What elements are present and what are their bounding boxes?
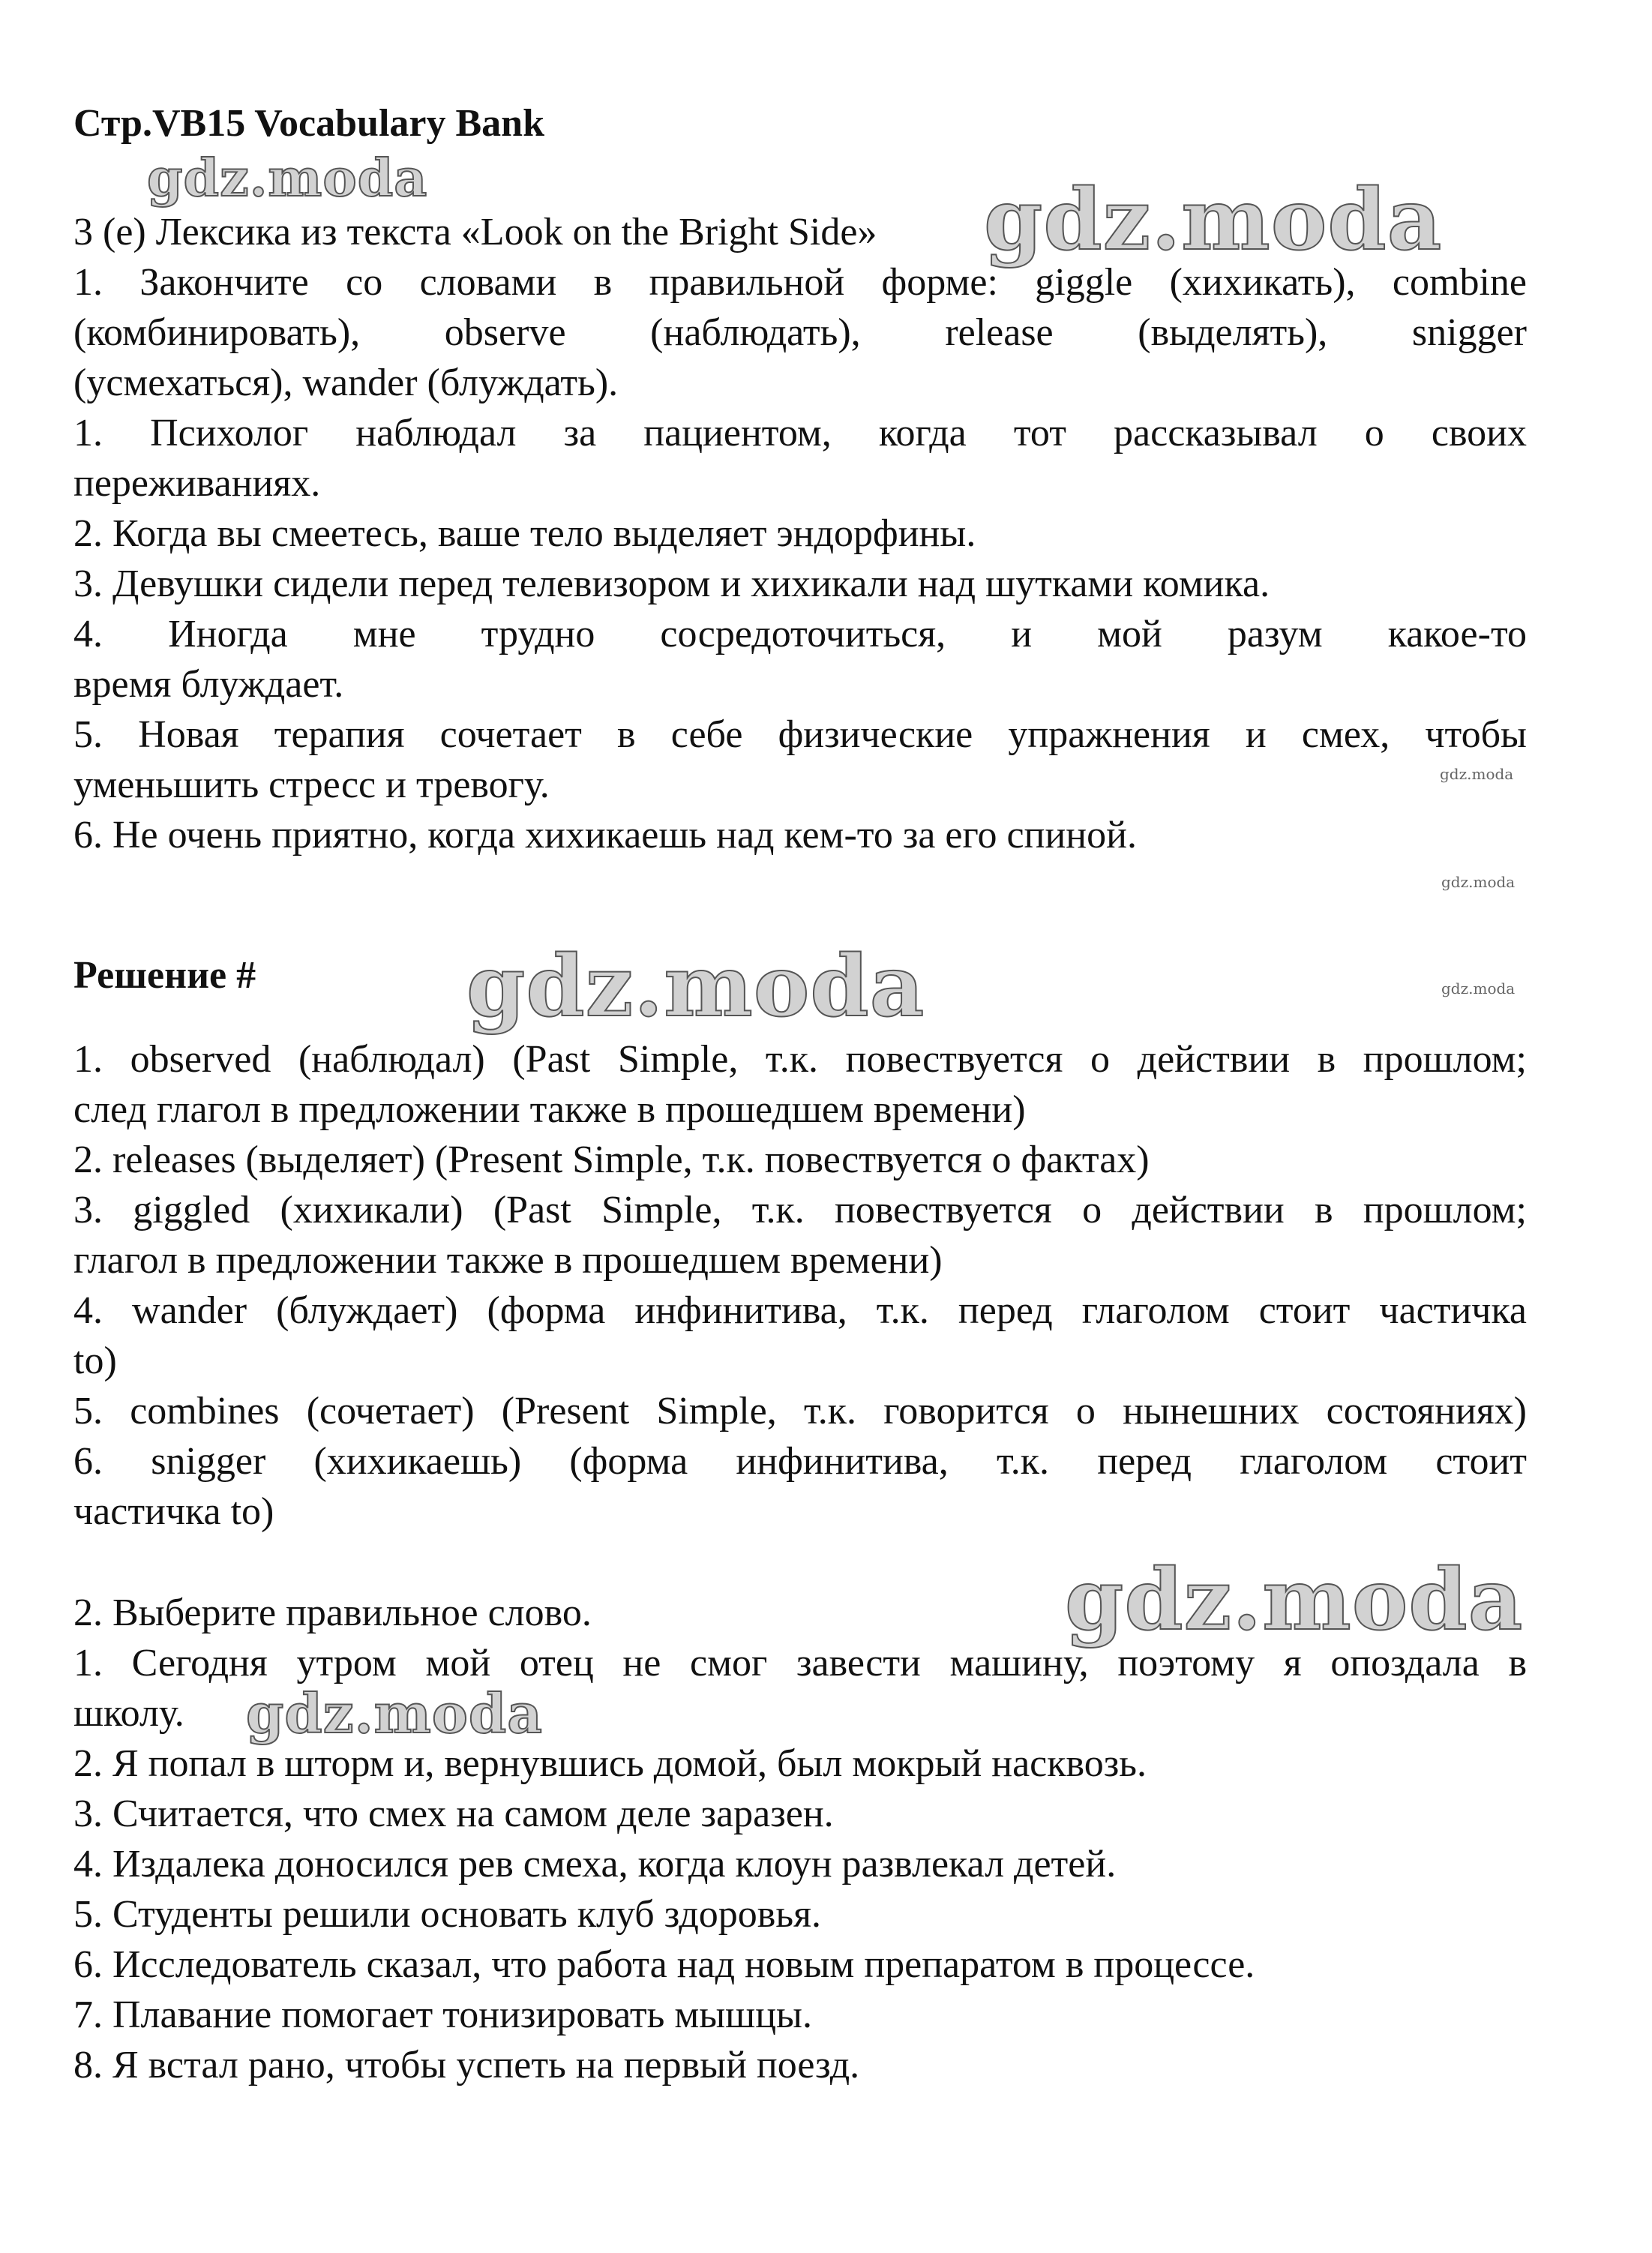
task1-sentence: 3. Девушки сидели перед телевизором и хихикали над шутками комика. (73, 562, 1270, 605)
task2-sentence: 5. Студенты решили основать клуб здоровья. (73, 1893, 821, 1936)
task2-sentence: 7. Плавание помогает тонизировать мышцы. (73, 1994, 812, 2036)
answer-line: 1. observed (наблюдал) (Past Simple, т.к. повествуется о действии в прошлом; (73, 1038, 1527, 1081)
task1-instruction-line: (комбинировать), observe (наблюдать), release (выделять), snigger (73, 311, 1527, 354)
answer-line: 4. wander (блуждает) (форма инфинитива, т.к. перед глаголом стоит частичка (73, 1289, 1527, 1332)
task1-sentence: 6. Не очень приятно, когда хихикаешь над кем-то за его спиной. (73, 814, 1137, 856)
answer-line: 5. combines (сочетает) (Present Simple, т.к. говорится о нынешних состояниях) (73, 1390, 1527, 1432)
watermark-small: gdz.moda (1441, 873, 1516, 891)
answer-line: 6. snigger (хихикаешь) (форма инфинитива, т.к. перед глаголом стоит (73, 1440, 1527, 1483)
answer-line: 3. giggled (хихикали) (Past Simple, т.к. повествуется о действии в прошлом; (73, 1189, 1527, 1232)
answer-line-cont: след глагол в предложении также в прошедшем времени) (73, 1088, 1026, 1131)
watermark-logo: gdz.moda (147, 148, 428, 208)
task1-sentence: 4. Иногда мне трудно сосредоточиться, и мой разум какое-то (73, 613, 1527, 656)
task2-sentence: 1. Сегодня утром мой отец не смог завести машину, поэтому я опоздала в (73, 1642, 1527, 1684)
watermark-logo: gdz.moda (466, 938, 925, 1036)
task2-sentence: 8. Я встал рано, чтобы успеть на первый поезд. (73, 2044, 860, 2086)
task1-sentence: 5. Новая терапия сочетает в себе физические упражнения и смех, чтобы (73, 713, 1527, 756)
watermark-logo: gdz.moda (246, 1682, 543, 1745)
answer-line-cont: to) (73, 1340, 117, 1382)
watermark-logo: gdz.moda (984, 171, 1443, 269)
task2-instruction: 2. Выберите правильное слово. (73, 1592, 592, 1634)
task2-sentence: 4. Издалека доносился рев смеха, когда клоун развлекал детей. (73, 1843, 1117, 1886)
page-title: Стр.VB15 Vocabulary Bank (73, 102, 545, 145)
task1-sentence-cont: уменьшить стресс и тревогу. (73, 764, 550, 806)
task2-sentence: 6. Исследователь сказал, что работа над новым препаратом в процессе. (73, 1943, 1255, 1986)
task2-sentence-cont: школу. (73, 1692, 184, 1735)
task1-sentence-cont: переживаниях. (73, 462, 321, 505)
watermark-small: gdz.moda (1440, 765, 1514, 783)
answer-line: 2. releases (выделяет) (Present Simple, т.к. повествуется о фактах) (73, 1138, 1150, 1181)
task2-sentence: 3. Считается, что смех на самом деле заразен. (73, 1792, 834, 1835)
answer-line-cont: глагол в предложении также в прошедшем времени) (73, 1239, 943, 1282)
task1-sentence-cont: время блуждает. (73, 663, 344, 706)
task1-sentence: 1. Психолог наблюдал за пациентом, когда тот рассказывал о своих (73, 412, 1527, 454)
task1-instruction-line: (усмехаться), wander (блуждать). (73, 362, 619, 404)
task2-sentence: 2. Я попал в шторм и, вернувшись домой, был мокрый насквозь. (73, 1742, 1147, 1785)
task1-sentence: 2. Когда вы смеетесь, ваше тело выделяет эндорфины. (73, 512, 976, 555)
solution-heading: Решение # (73, 954, 256, 997)
task1-instruction-line: 1. Закончите со словами в правильной форме: giggle (хихикать), combine (73, 261, 1527, 304)
watermark-logo: gdz.moda (1065, 1551, 1524, 1649)
section-heading: 3 (e) Лексика из текста «Look on the Bright Side» (73, 211, 877, 254)
answer-line-cont: частичка to) (73, 1490, 274, 1533)
watermark-small: gdz.moda (1441, 980, 1516, 998)
